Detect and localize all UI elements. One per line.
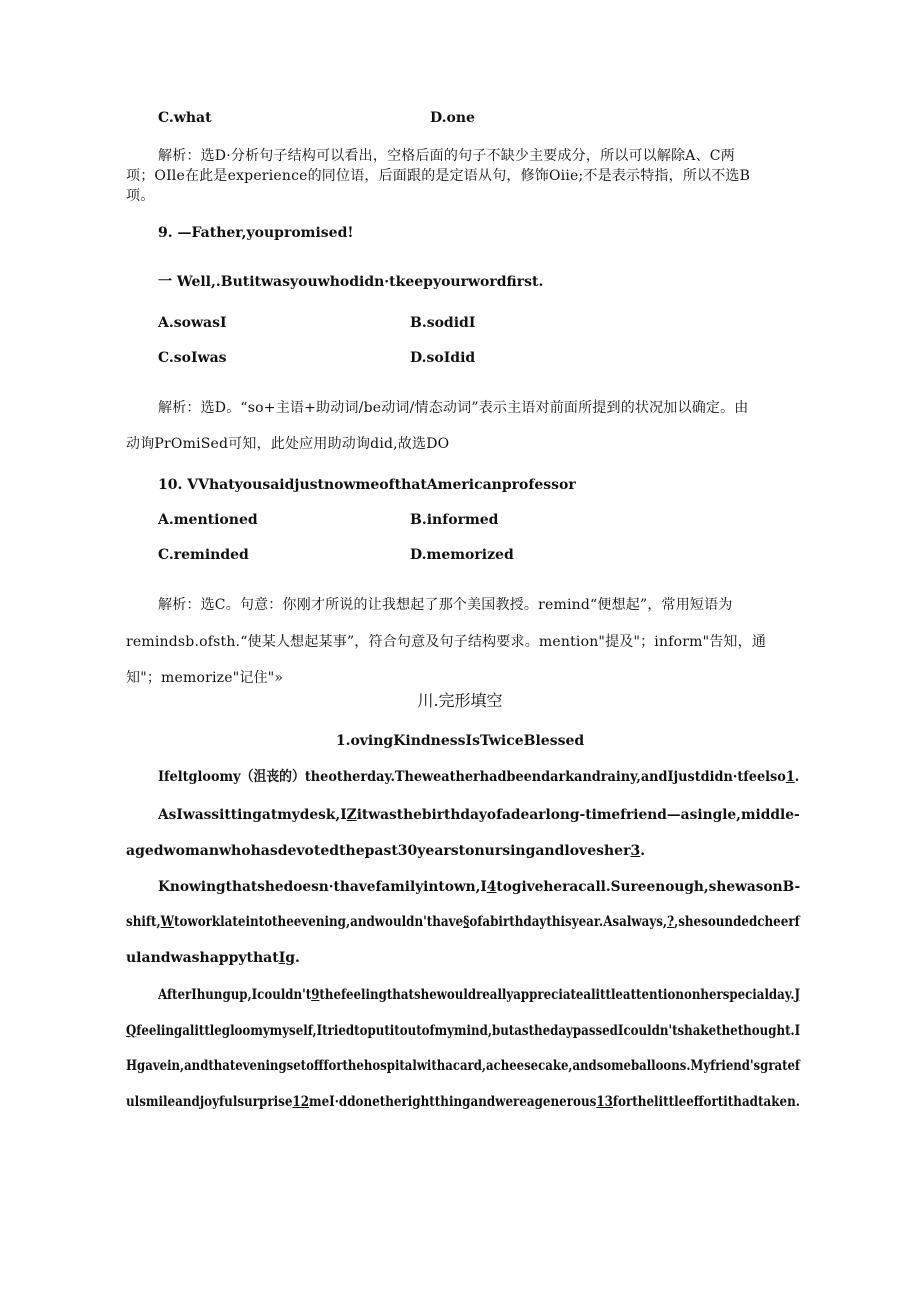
- text: ofabirthdaythisyear.Asalways,: [469, 914, 668, 930]
- explanation-line: 项；OIle在此是experience的同位语，后面跟的是定语从句，修饰Oiie;不是表示特指，所以不选B: [126, 168, 751, 184]
- blank-number: ?: [667, 914, 675, 930]
- passage-line: [158, 877, 800, 897]
- text: Ifeltgloomy（沮丧的）theotherday.Theweatherhadbeendarkandrainy,andIjustdidn·tfeelso: [158, 769, 786, 785]
- blank-number: Z: [346, 807, 357, 823]
- text: meI·ddonetherightthingandwereagenerous: [308, 1094, 597, 1110]
- text: ulsmileandjoyfulsurprise: [126, 1094, 293, 1110]
- question-stem: 9. —Father,youpromised!: [158, 225, 354, 241]
- blank-number: W: [160, 914, 175, 930]
- blank-number: 9: [311, 987, 320, 1003]
- blank-number: 4: [486, 879, 497, 895]
- text: forthelittleeffortithadtaken.: [612, 1094, 800, 1110]
- explanation-line: 解析：选D。“so+主语+助动词/be动词/情态动词”表示主语对前面所提到的状况加以确定。由: [158, 400, 749, 416]
- option-c: C.soIwas: [158, 350, 227, 366]
- text: shift,: [126, 914, 161, 930]
- explanation-line: 项。: [126, 188, 155, 204]
- passage-line: [126, 1021, 800, 1041]
- blank-number: Q: [126, 1023, 137, 1039]
- explanation-line: remindsb.ofsth.“使某人想起某事”，符合句意及句子结构要求。mention"提及"；inform"告知，通: [126, 634, 767, 650]
- option-d: D.memorized: [410, 547, 514, 563]
- passage-line: [158, 767, 799, 787]
- text: AsIwassittingatmydesk,I: [158, 807, 347, 823]
- blank-number: 3: [630, 843, 641, 859]
- explanation-line: 动询PrOmiSed可知，此处应用助动询did,故选DO: [126, 436, 450, 452]
- passage-line: [158, 985, 800, 1005]
- blank-number: 13: [596, 1094, 613, 1110]
- text: itwasthebirthdayofadearlong-timefriend—asingle,middle-: [356, 807, 800, 823]
- option-c: C.what: [158, 110, 212, 126]
- passage-line: [126, 912, 800, 932]
- text: Knowingthatshedoesn·thavefamilyintown,I: [158, 879, 487, 895]
- option-a: A.mentioned: [158, 512, 258, 528]
- explanation-line: 解析：选C。句意：你刚才所说的让我想起了那个美国教授。remind“便想起”，常用短语为: [158, 597, 733, 613]
- text: thefeelingthatshewouldreallyappreciatealittleattentiononherspecialday.: [319, 987, 795, 1003]
- passage-line: [126, 948, 300, 968]
- text: .: [640, 843, 646, 859]
- text: toworklateintotheevening,andwouldn'thave: [174, 914, 464, 930]
- section-heading: 川.完形填空: [417, 691, 503, 710]
- passage-line: [158, 805, 800, 825]
- text: .: [794, 769, 800, 785]
- option-d: D.soIdid: [410, 350, 476, 366]
- passage-line: Hgavein,andthateveningsetoffforthehospitalwithacard,acheesecake,andsomeballoons.Myfriend'sgratef: [126, 1058, 800, 1074]
- question-stem: 10. VVhatyousaidjustnowmeofthatAmericanprofessor: [158, 477, 576, 493]
- blank-number: 12: [292, 1094, 309, 1110]
- text: ,shesoundedcheerf: [674, 914, 800, 930]
- explanation-line: 知"；memorize"记住"»: [126, 670, 284, 686]
- question-stem: 一 Well,.Butitwasyouwhodidn·tkeepyourwordfirst.: [158, 274, 544, 290]
- option-c: C.reminded: [158, 547, 249, 563]
- text: ulandwashappythat: [126, 950, 279, 966]
- option-b: B.sodidI: [410, 315, 476, 331]
- blank-number: §: [463, 914, 470, 930]
- passage-line: [126, 1092, 800, 1112]
- text: .: [295, 950, 300, 966]
- passage-line: [126, 841, 645, 861]
- option-b: B.informed: [410, 512, 499, 528]
- blank-number: J: [794, 987, 801, 1003]
- text: AfterIhungup,Icouldn't: [158, 987, 312, 1003]
- text: togiveheracall.Sureenough,shewasonB-: [496, 879, 801, 895]
- text: agedwomanwhohasdevotedthepast30yearstonursingandlovesher: [126, 843, 631, 859]
- option-a: A.sowasI: [158, 315, 227, 331]
- option-d: D.one: [430, 110, 475, 126]
- passage-title: 1.ovingKindnessIsTwiceBlessed: [335, 733, 585, 749]
- blank-number: Ig: [278, 950, 296, 966]
- explanation-line: 解析：选D·分析句子结构可以看出，空格后面的句子不缺少主要成分，所以可以解除A、C两: [158, 148, 735, 164]
- blank-number: 1: [785, 769, 795, 785]
- text: feelingalittlegloomymyself,Itriedtoputitoutofmymind,butasthedaypassedIcouldn'tshakethethought.I: [136, 1023, 801, 1039]
